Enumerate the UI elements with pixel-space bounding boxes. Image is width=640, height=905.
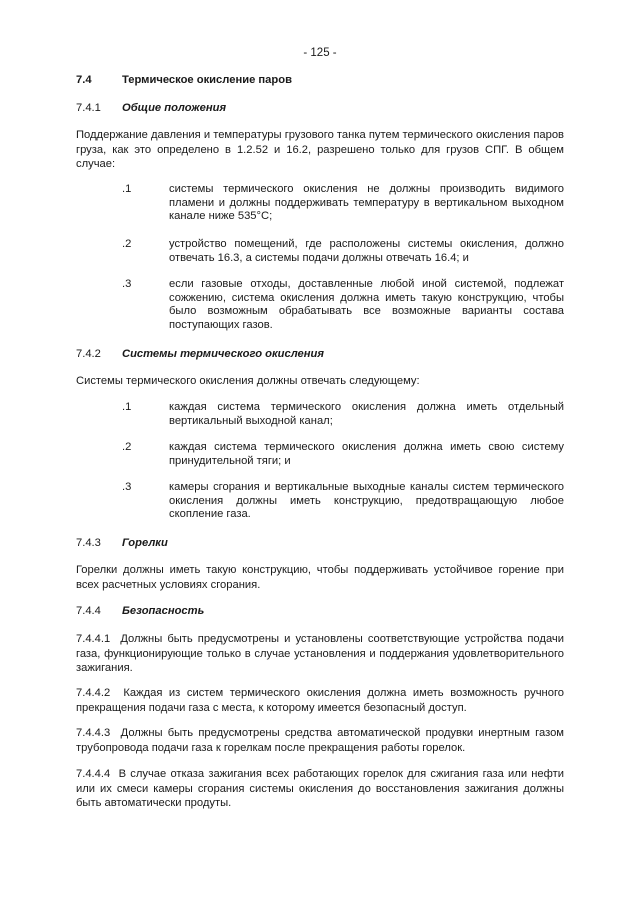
page-number: - 125 - (303, 47, 337, 59)
section-7-4-3-text: Горелки должны иметь такую конструкцию, чтобы поддерживать устойчивое горение при всех расчетных условиях сгорания. (76, 564, 564, 591)
section-title: Системы термического окисления (122, 348, 324, 360)
item-text: если газовые отходы, доставленные любой иной системой, подлежат сожжению, система окисления должна иметь такую конструкцию, чтобы было возможным обрабатывать все возможные варианты состава поступающих газов. (169, 278, 564, 331)
section-7-4-1-heading (76, 101, 564, 116)
item-text: системы термического окисления не должны производить видимого пламени и должны поддерживать температуру в вертикальном выходном канале ниже 535°C; (169, 183, 564, 223)
section-title: Горелки (122, 537, 168, 549)
paragraph-number: 7.4.4.1 (76, 633, 111, 645)
paragraph-7-4-4-3 (76, 726, 564, 755)
item-number: .3 (122, 481, 132, 493)
section-number: 7.4.3 (76, 537, 101, 549)
paragraph-number: 7.4.4.3 (76, 727, 111, 739)
section-7-4-3-heading (76, 536, 564, 551)
section-number: 7.4.2 (76, 348, 101, 360)
section-number: 7.4 (76, 74, 92, 86)
item-number: .1 (122, 401, 132, 413)
section-title: Безопасность (122, 605, 205, 617)
section-7-4-4-heading (76, 604, 564, 619)
section-7-4-2-intro: Системы термического окисления должны отвечать следующему: (76, 375, 420, 387)
section-7-4-1-intro: Поддержание давления и температуры грузового танка путем термического окисления паров груза, как это определено в 1.2.52 и 16.2, разрешено только для грузов СПГ. В общем случае: (76, 129, 564, 170)
item-number: .2 (122, 441, 132, 453)
paragraph-text: В случае отказа зажигания всех работающих горелок для сжигания газа или нефти или их смеси камеры сгорания системы окисления до восстановления зажигания должны быть автоматически продуты. (76, 768, 564, 809)
item-number: .2 (122, 238, 132, 250)
item-text: каждая система термического окисления должна иметь отдельный вертикальный выходной канал; (169, 401, 564, 427)
section-number: 7.4.1 (76, 102, 101, 114)
item-text: камеры сгорания и вертикальные выходные каналы систем термического окисления должны иметь конструкцию, предотвращающую любое скопление газа. (169, 481, 564, 521)
paragraph-7-4-4-2 (76, 686, 564, 715)
item-number: .3 (122, 278, 132, 290)
paragraph-text: Должны быть предусмотрены средства автоматической продувки инертным газом трубопровода подачи газа к горелкам после прекращения работы горелок. (76, 727, 565, 754)
section-title: Общие положения (122, 102, 227, 114)
paragraph-number: 7.4.4.4 (76, 768, 111, 780)
paragraph-7-4-4-1 (76, 632, 564, 676)
section-7-4-2-heading (76, 347, 564, 362)
item-text: устройство помещений, где расположены системы окисления, должно отвечать 16.3, а системы подачи должны отвечать 16.4; и (169, 238, 564, 264)
paragraph-text: Каждая из систем термического окисления должна иметь возможность ручного прекращения подачи газа с места, к которому имеется безопасный доступ. (76, 687, 564, 714)
section-title: Термическое окисление паров (122, 74, 292, 86)
item-text: каждая система термического окисления должна иметь свою систему принудительной тяги; и (169, 441, 564, 467)
section-7-4-heading (76, 73, 564, 88)
section-number: 7.4.4 (76, 605, 101, 617)
paragraph-text: Должны быть предусмотрены и установлены соответствующие устройства подачи газа, функционирующие только в случае установления и поддержания удовлетворительного зажигания. (76, 633, 564, 674)
item-number: .1 (122, 183, 132, 195)
paragraph-7-4-4-4 (76, 767, 564, 811)
paragraph-number: 7.4.4.2 (76, 687, 111, 699)
